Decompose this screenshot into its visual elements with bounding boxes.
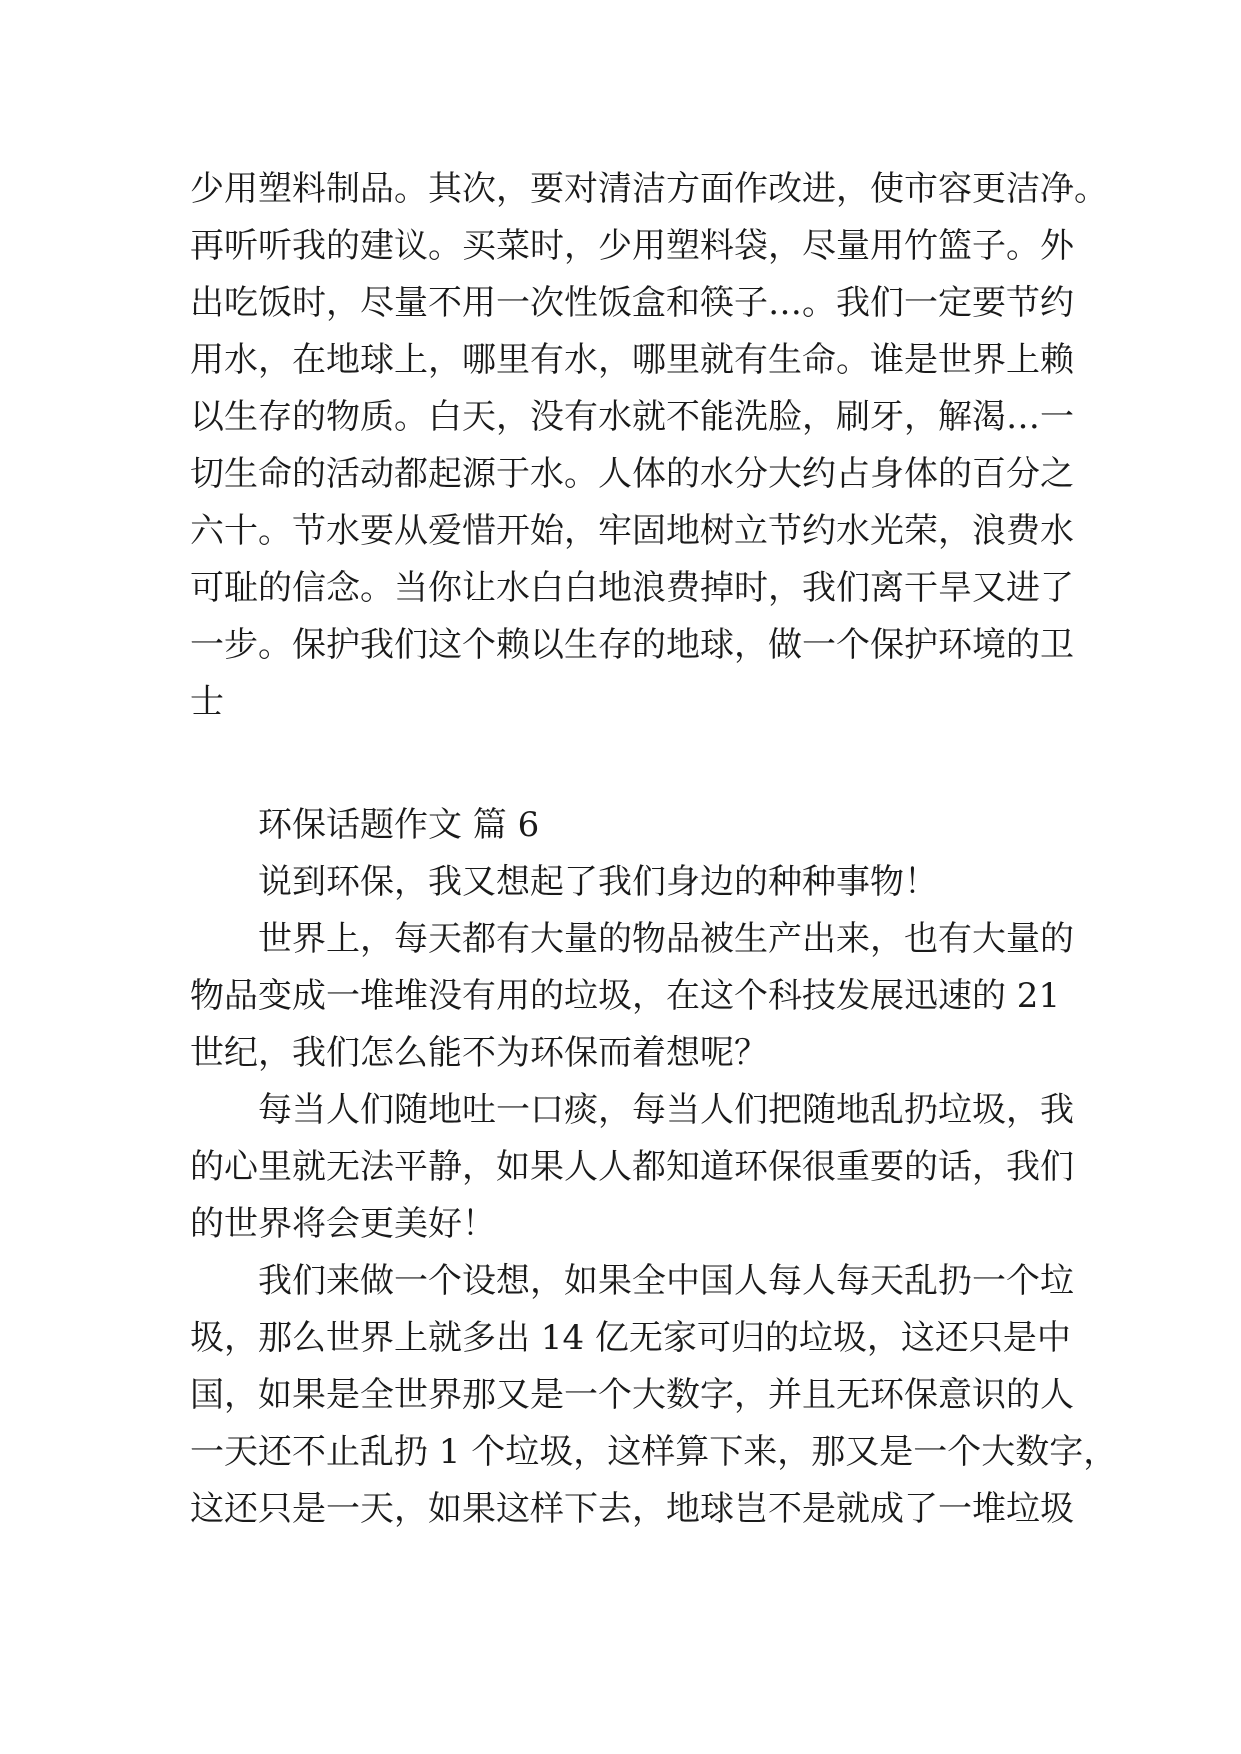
essay-section xyxy=(190,797,1118,1538)
text-line: 以生存的物质。白天，没有水就不能洗脸，刷牙，解渴…一 xyxy=(190,397,1074,437)
paragraph-3 xyxy=(190,1082,1074,1253)
text-line: 每当人们随地吐一口痰，每当人们把随地乱扔垃圾，我 xyxy=(258,1090,1074,1130)
text-line: 这还只是一天，如果这样下去，地球岂不是就成了一堆垃圾 xyxy=(190,1489,1074,1529)
text-line: 六十。节水要从爱惜开始，牢固地树立节约水光荣，浪费水 xyxy=(190,511,1074,551)
text-line: 少用塑料制品。其次，要对清洁方面作改进，使市容更洁净。 xyxy=(190,169,1108,209)
text-line: 国，如果是全世界那又是一个大数字，并且无环保意识的人 xyxy=(190,1375,1074,1415)
text-line: 物品变成一堆堆没有用的垃圾，在这个科技发展迅速的 21 xyxy=(190,976,1061,1016)
text-line: 世纪，我们怎么能不为环保而着想呢？ xyxy=(190,1033,768,1073)
text-line: 一天还不止乱扔 1 个垃圾，这样算下来，那又是一个大数字， xyxy=(190,1432,1118,1472)
text-line: 再听听我的建议。买菜时，少用塑料袋，尽量用竹篮子。外 xyxy=(190,226,1074,266)
text-line: 圾，那么世界上就多出 14 亿无家可归的垃圾，这还只是中 xyxy=(190,1318,1071,1358)
text-line: 的心里就无法平静，如果人人都知道环保很重要的话，我们 xyxy=(190,1147,1074,1187)
continuation-paragraph xyxy=(190,161,1108,731)
section-heading: 环保话题作文 篇 6 xyxy=(258,805,540,845)
text-line: 我们来做一个设想，如果全中国人每人每天乱扔一个垃 xyxy=(258,1261,1074,1301)
text-line: 世界上，每天都有大量的物品被生产出来，也有大量的 xyxy=(258,919,1074,959)
text-line: 切生命的活动都起源于水。人体的水分大约占身体的百分之 xyxy=(190,454,1074,494)
text-line: 的世界将会更美好！ xyxy=(190,1204,496,1244)
text-line: 说到环保，我又想起了我们身边的种种事物！ xyxy=(258,862,938,902)
text-line: 出吃饭时，尽量不用一次性饭盒和筷子…。我们一定要节约 xyxy=(190,283,1074,323)
text-line: 一步。保护我们这个赖以生存的地球，做一个保护环境的卫 xyxy=(190,625,1074,665)
paragraph-2 xyxy=(190,911,1074,1082)
paragraph-4 xyxy=(190,1253,1118,1538)
text-line: 士 xyxy=(190,682,224,722)
paragraph-1 xyxy=(190,854,1052,911)
text-line: 可耻的信念。当你让水白白地浪费掉时，我们离干旱又进了 xyxy=(190,568,1074,608)
text-line: 用水，在地球上，哪里有水，哪里就有生命。谁是世界上赖 xyxy=(190,340,1074,380)
